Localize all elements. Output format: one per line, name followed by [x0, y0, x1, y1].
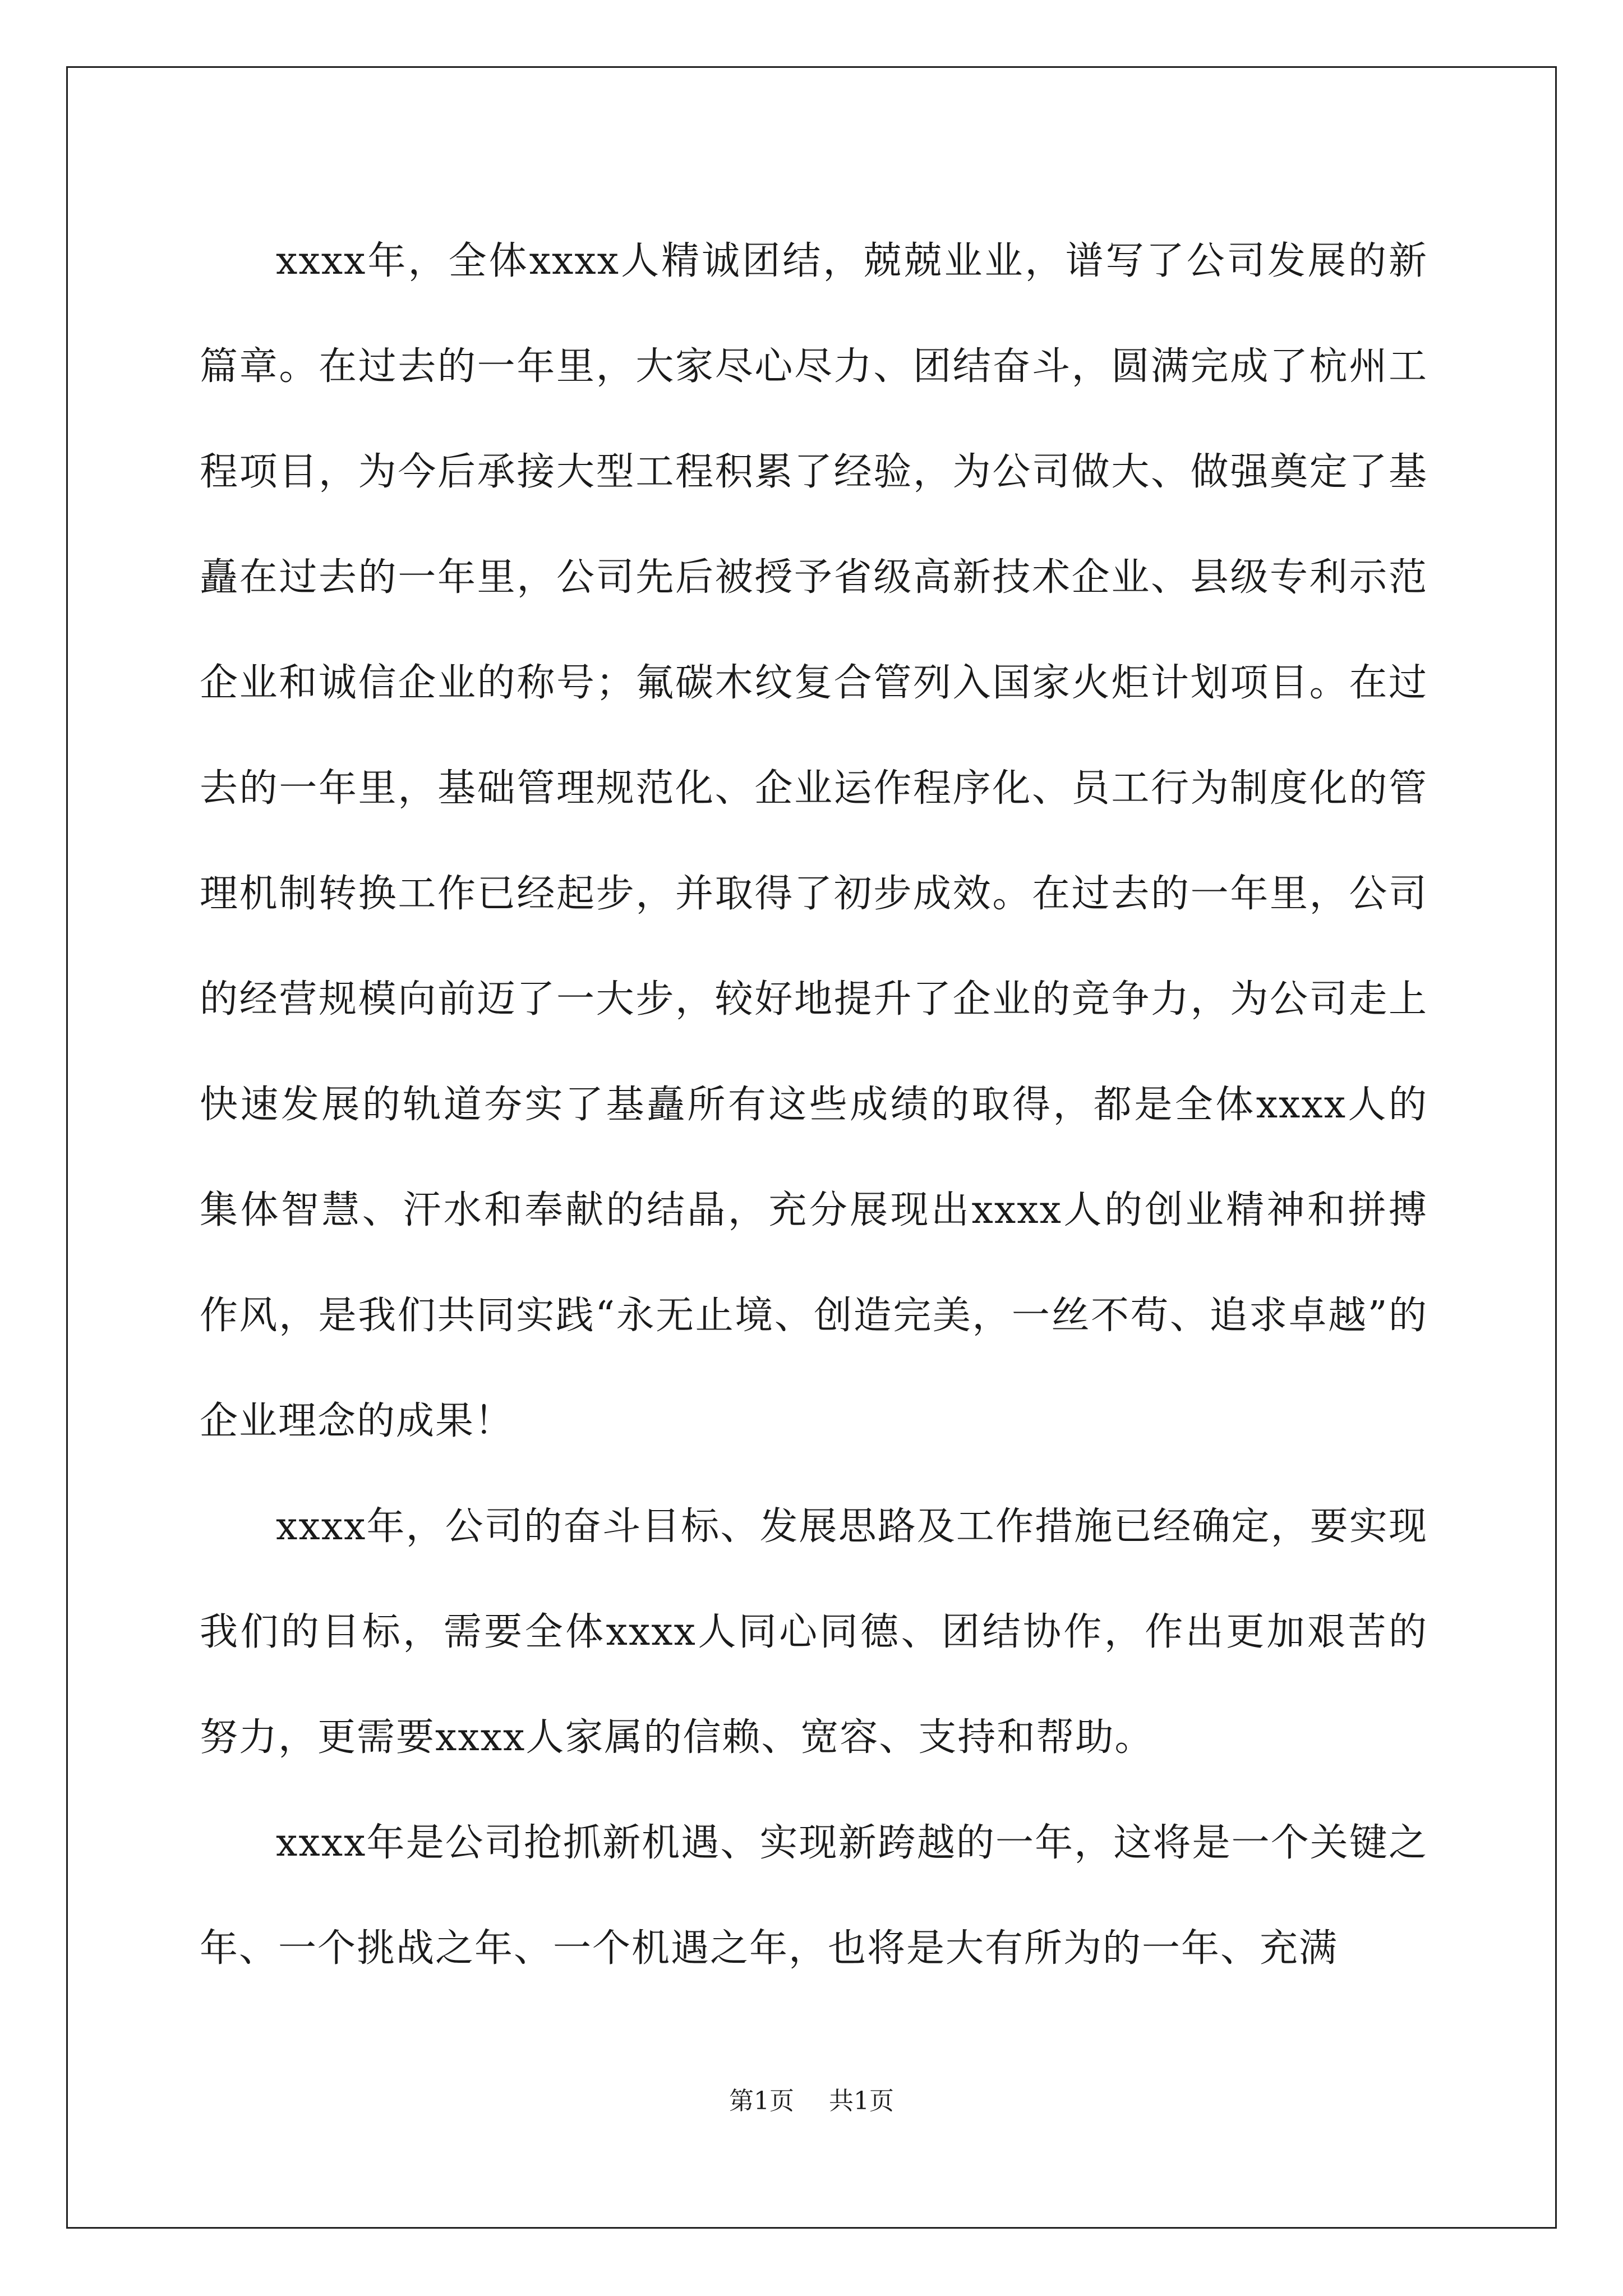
page-footer [0, 2085, 1623, 2118]
paragraph-1: xxxx年，全体xxxx人精诚团结，兢兢业业，谱写了公司发展的新篇章。在过去的一年里，大家尽心尽力、团结奋斗，圆满完成了杭州工程项目，为今后承接大型工程积累了经验，为公司做大、做强奠定了基矗在过去的一年里，公司先后被授予省级高新技术企业、县级专利示范企业和诚信企业的称号；氟碳木纹复合管列入国家火炬计划项目。在过去的一年里，基础管理规范化、企业运作程序化、员工行为制度化的管理机制转换工作已经起步，并取得了初步成效。在过去的一年里，公司的经营规模向前迈了一大步，较好地提升了企业的竞争力，为公司走上快速发展的轨道夯实了基矗所有这些成绩的取得，都是全体xxxx人的集体智慧、汗水和奉献的结晶，充分展现出xxxx人的创业精神和拼搏作风，是我们共同实践“永无止境、创造完美，一丝不苟、追求卓越”的企业理念的成果！ [200, 239, 1428, 1443]
document-body [200, 209, 1428, 2001]
page-number: 第1页 [729, 2087, 794, 2115]
paragraph-3: xxxx年是公司抢抓新机遇、实现新跨越的一年，这将是一个关键之年、一个挑战之年、一个机遇之年，也将是大有所为的一年、充满 [200, 1821, 1428, 1971]
page-total: 共1页 [829, 2087, 894, 2115]
paragraph-2: xxxx年，公司的奋斗目标、发展思路及工作措施已经确定，要实现我们的目标，需要全体xxxx人同心同德、团结协作，作出更加艰苦的努力，更需要xxxx人家属的信赖、宽容、支持和帮助。 [200, 1504, 1428, 1760]
